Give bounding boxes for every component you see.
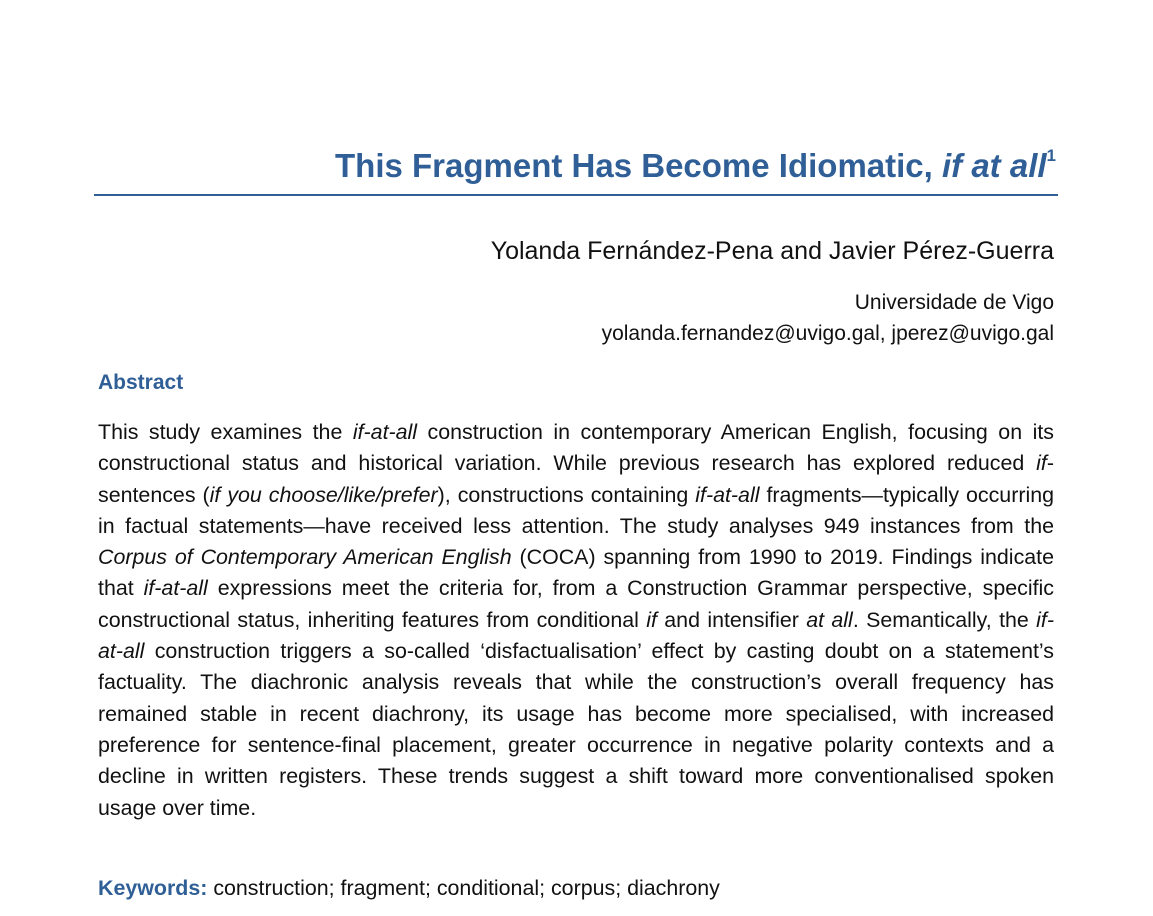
abstract-italic-term: if-at-all [695,482,760,507]
author-emails: yolanda.fernandez@uvigo.gal, jperez@uvigo.gal [601,322,1054,345]
abstract-italic-term: if [1036,451,1047,476]
abstract-text: ), constructions containing [437,482,696,507]
abstract-text: and intensifier [656,607,807,632]
abstract-italic-term: if-at-all [143,576,208,601]
title-footnote-marker[interactable]: 1 [1046,146,1056,165]
abstract-text: -sentences ( [98,451,1054,507]
affiliation-block [602,287,1054,349]
keywords-separator: : [200,876,214,900]
abstract-text: (COCA) spanning from 1990 to 2019. Findings indicate that [98,545,1054,601]
abstract-body [98,417,1054,824]
title-italic: if at all [942,147,1047,184]
abstract-italic-term: if-at-all [352,420,418,444]
abstract-italic-term: at all [806,607,853,632]
authors: Yolanda Fernández-Pena and Javier Pérez-Guerra [490,237,1054,265]
abstract-text: fragments—typically occurring in factual statements—have received less attention. The study analyses 949 instances from the [98,482,1054,538]
abstract-italic-term: if [646,607,657,632]
title-block [94,140,1058,196]
institution: Universidade de Vigo [854,291,1054,314]
abstract-italic-term: if-at-all [98,607,1054,664]
abstract-text: construction in contemporary American English, focusing on its constructional status and historical variation. While previous research has explored reduced [98,420,1054,476]
abstract-italic-term: Corpus of Contemporary American English [98,545,512,570]
abstract-text: This study examines the [98,420,353,444]
paper-title [94,140,1058,186]
abstract-text: . Semantically, the [852,607,1037,632]
abstract-italic-term: if you choose/like/prefer [209,482,438,507]
title-main: This Fragment Has Become Idiomatic, [335,147,942,184]
keywords-list: construction; fragment; conditional; corpus; diachrony [213,876,720,900]
abstract-text: construction triggers a so-called ‘disfactualisation’ effect by casting doubt on a statement’s factuality. The diachronic analysis reveals that while the construction’s overall frequency has remained stable in recent diachrony, its usage has become more specialised, with increased preference for sentence-final placement, greater occurrence in negative polarity contexts and a decline in written registers. These trends suggest a shift toward more conventionalised spoken usage over time. [98,639,1054,820]
abstract-heading: Abstract [98,371,184,394]
keywords-label: Keywords [98,876,201,900]
abstract-text: expressions meet the criteria for, from a Construction Grammar perspective, specific constructional status, inheriting features from conditional [98,576,1054,632]
keywords-line [98,873,720,904]
